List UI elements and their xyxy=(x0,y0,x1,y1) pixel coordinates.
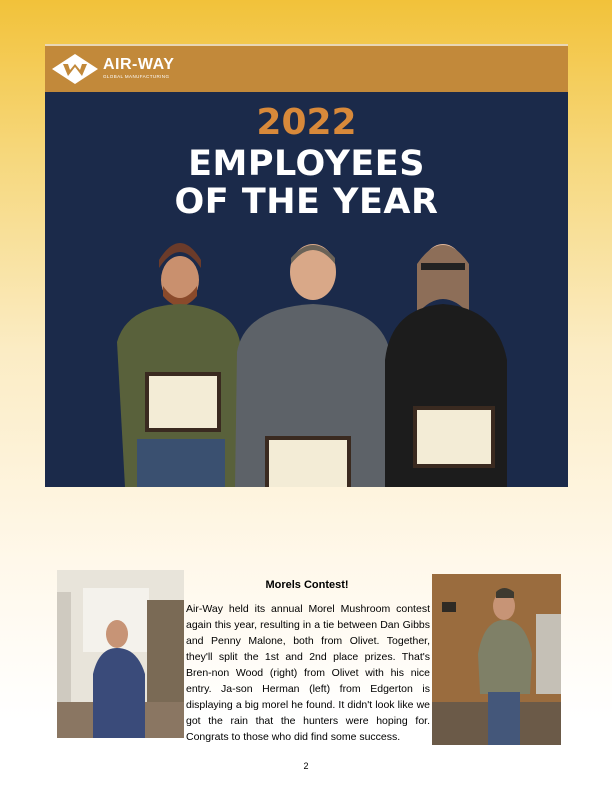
logo-text: AIR-WAY xyxy=(103,56,175,73)
article-title: Morels Contest! xyxy=(265,579,349,591)
page-number: 2 xyxy=(303,761,309,771)
employees-photo xyxy=(45,224,568,487)
logo-bar xyxy=(45,44,568,92)
employees-of-the-year-banner xyxy=(45,44,568,487)
airway-logo-icon xyxy=(51,53,99,85)
morel-photo-left xyxy=(57,570,184,738)
banner-title-line-2: OF THE YEAR xyxy=(174,182,439,222)
person-right xyxy=(385,244,507,487)
person-middle xyxy=(235,244,395,487)
logo-subtitle: GLOBAL MANUFACTURING xyxy=(103,74,170,79)
person-left xyxy=(117,243,240,487)
banner-title-line-1: EMPLOYEES xyxy=(188,144,425,184)
article-body: Air-Way held its annual Morel Mushroom contest again this year, resulting in a tie between Dan Gibbs and Penny Malone, both from Olivet. Together, they'll split the 1st and 2nd place prizes. That's Bren-non Wood (right) from Olivet with his nice entry. Ja-son Herman (left) from Edgerton is displaying a big morel he found. It didn't look like we got the rain that the hunters were hoping for. Congrats to those who did find some success. xyxy=(186,603,430,743)
morel-photo-right xyxy=(432,574,561,745)
banner-year: 2022 xyxy=(256,102,357,143)
